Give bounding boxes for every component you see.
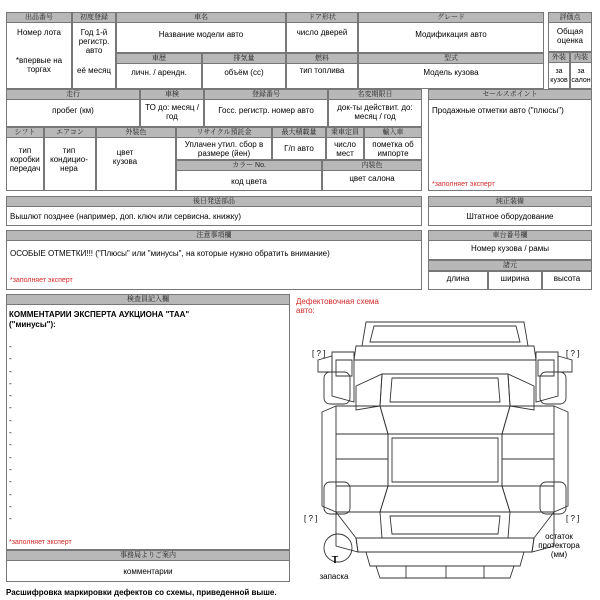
colorno-header: カラー No.	[176, 160, 322, 171]
doc-value: док-ты действит. до: месяц / год	[337, 103, 413, 121]
vin-value: Номер кузова / рамы	[471, 244, 549, 253]
name-header: 車名	[116, 12, 286, 23]
interior-header: 内装色	[322, 160, 422, 171]
comment-dash: -	[9, 342, 12, 351]
int-header: 内装	[570, 52, 592, 63]
comment-dash: -	[9, 477, 12, 487]
height-label: высота	[553, 274, 581, 283]
diagram-title-2: авто:	[296, 306, 315, 315]
seats-header: 乗車定員	[326, 127, 364, 138]
door-header: ドア形状	[286, 12, 358, 23]
seats-value: число мест	[334, 140, 356, 158]
model-header: 型式	[358, 53, 544, 64]
disp-header: 排気量	[202, 53, 286, 64]
score-value: Общая оценка	[556, 27, 584, 45]
spare-label: запаска	[319, 572, 349, 581]
fuel-header: 燃料	[286, 53, 358, 64]
door-value: число дверей	[296, 28, 348, 37]
shift-header: シフト	[6, 127, 44, 138]
comments-cell	[6, 294, 290, 550]
comment-dash: -	[9, 354, 12, 364]
mileage-value: пробег (км)	[52, 106, 94, 115]
sales-cell	[428, 89, 592, 191]
q-marker-1: [ ? ]	[312, 349, 326, 358]
diagram-title-1: Дефектовочная схема	[296, 297, 379, 306]
recycle-value: Уплачен утил. сбор в размере (йен)	[184, 140, 264, 158]
model-value: Модель кузова	[423, 68, 479, 77]
comment-dash: -	[9, 378, 12, 388]
comment-dash: -	[9, 391, 12, 401]
inspect-header: 車検	[140, 89, 204, 100]
plate-header: 登録番号	[204, 89, 328, 100]
shift-value: тип коробки передач	[9, 146, 41, 173]
colorno-value: код цвета	[231, 177, 267, 186]
tread-label: остаток протектора (мм)	[538, 532, 580, 559]
interior-value: цвет салона	[349, 174, 395, 183]
int-value: за салон	[571, 68, 591, 84]
ext-header: 外装	[548, 52, 570, 63]
comment-dash: -	[9, 366, 12, 376]
later-header: 後日発送部品	[6, 196, 422, 207]
footer-text: Расшифровка маркировки дефектов со схемы, приведенной выше.	[6, 588, 277, 597]
comment-dash: -	[9, 415, 12, 425]
width-label: ширина	[500, 274, 530, 283]
comment-dash: -	[9, 428, 12, 438]
equip-header: 純正装備	[428, 196, 592, 207]
import-value: пометка об импорте	[372, 140, 414, 158]
equip-value: Штатное оборудование	[466, 212, 554, 221]
import-header: 輸入車	[364, 127, 422, 138]
sales-expert-note: *заполняет эксперт	[432, 181, 495, 188]
comments-dash-list	[9, 341, 29, 525]
ext-value: за кузов	[550, 68, 568, 84]
ac-value: тип кондицио-нера	[50, 146, 88, 173]
lot-header: 出品番号	[6, 12, 72, 23]
disp-value: объём (сс)	[224, 68, 264, 77]
later-value: Вышлют позднее (например, доп. ключ или сервисна. книжку)	[10, 212, 242, 221]
mileage-header: 走行	[6, 89, 140, 100]
t-label: T	[331, 556, 339, 565]
vin-header: 車台番号欄	[428, 230, 592, 241]
comment-dash: -	[9, 464, 12, 474]
comments-header: 検査員記入欄	[6, 294, 290, 305]
grade-header: グレード	[358, 12, 544, 23]
recycle-header: リサイクル預託金	[176, 127, 272, 138]
q-marker-2: [ ? ]	[566, 349, 580, 358]
lot-value: Номер лота	[17, 28, 61, 37]
doc-header: 名変期限日	[328, 89, 422, 100]
history-header: 車歴	[116, 53, 202, 64]
dims-header: 諸元	[428, 260, 592, 271]
comment-dash: -	[9, 403, 12, 413]
sales-value: Продажные отметки авто ("плюсы")	[432, 106, 564, 115]
office-header: 事務局よりご案内	[6, 550, 290, 561]
notes-header: 注意事項欄	[6, 230, 422, 241]
fuel-value: тип топлива	[299, 66, 345, 75]
color-header: 外装色	[96, 127, 176, 138]
sales-header: セールスポイント	[428, 89, 592, 100]
name-value: Название модели авто	[158, 30, 244, 39]
comment-dash: -	[9, 452, 12, 462]
reg-value: Год 1-й регистр. авто	[78, 28, 110, 55]
reg-header: 初度登録	[72, 12, 116, 23]
comment-dash: -	[9, 501, 12, 511]
comment-dash: -	[9, 514, 12, 524]
comments-subtitle: ("минусы"):	[9, 320, 56, 329]
comments-expert-note: *заполняет эксперт	[9, 539, 72, 546]
month-value: её месяц	[77, 66, 111, 75]
length-label: длина	[446, 274, 470, 283]
comment-dash: -	[9, 440, 12, 450]
grade-value: Модификация авто	[415, 30, 487, 39]
q-marker-3: [ ? ]	[304, 514, 318, 523]
score-header: 評価点	[548, 12, 592, 23]
color-value: цвет кузова	[112, 148, 138, 166]
payload-header: 最大積載量	[272, 127, 326, 138]
notes-expert-note: *заполняет эксперт	[10, 277, 73, 284]
comment-dash: -	[9, 489, 12, 499]
lot-cell	[6, 12, 72, 89]
q-marker-4: [ ? ]	[566, 514, 580, 523]
payload-value: Г/п авто	[284, 144, 314, 153]
plate-value: Госс. регистр. номер авто	[218, 106, 314, 115]
first-time-note: *впервые на торгах	[15, 56, 63, 74]
office-value: комментарии	[123, 567, 173, 576]
ac-header: エアコン	[44, 127, 96, 138]
history-value: личн. / арендн.	[131, 68, 187, 77]
inspect-value: ТО до: месяц / год	[145, 103, 199, 121]
comments-title: КОММЕНТАРИИ ЭКСПЕРТА АУКЦИОНА "ТАА"	[9, 310, 190, 319]
notes-value: ОСОБЫЕ ОТМЕТКИ!!! ("Плюсы" или "минусы", на которые нужно обратить внимание)	[10, 249, 330, 258]
